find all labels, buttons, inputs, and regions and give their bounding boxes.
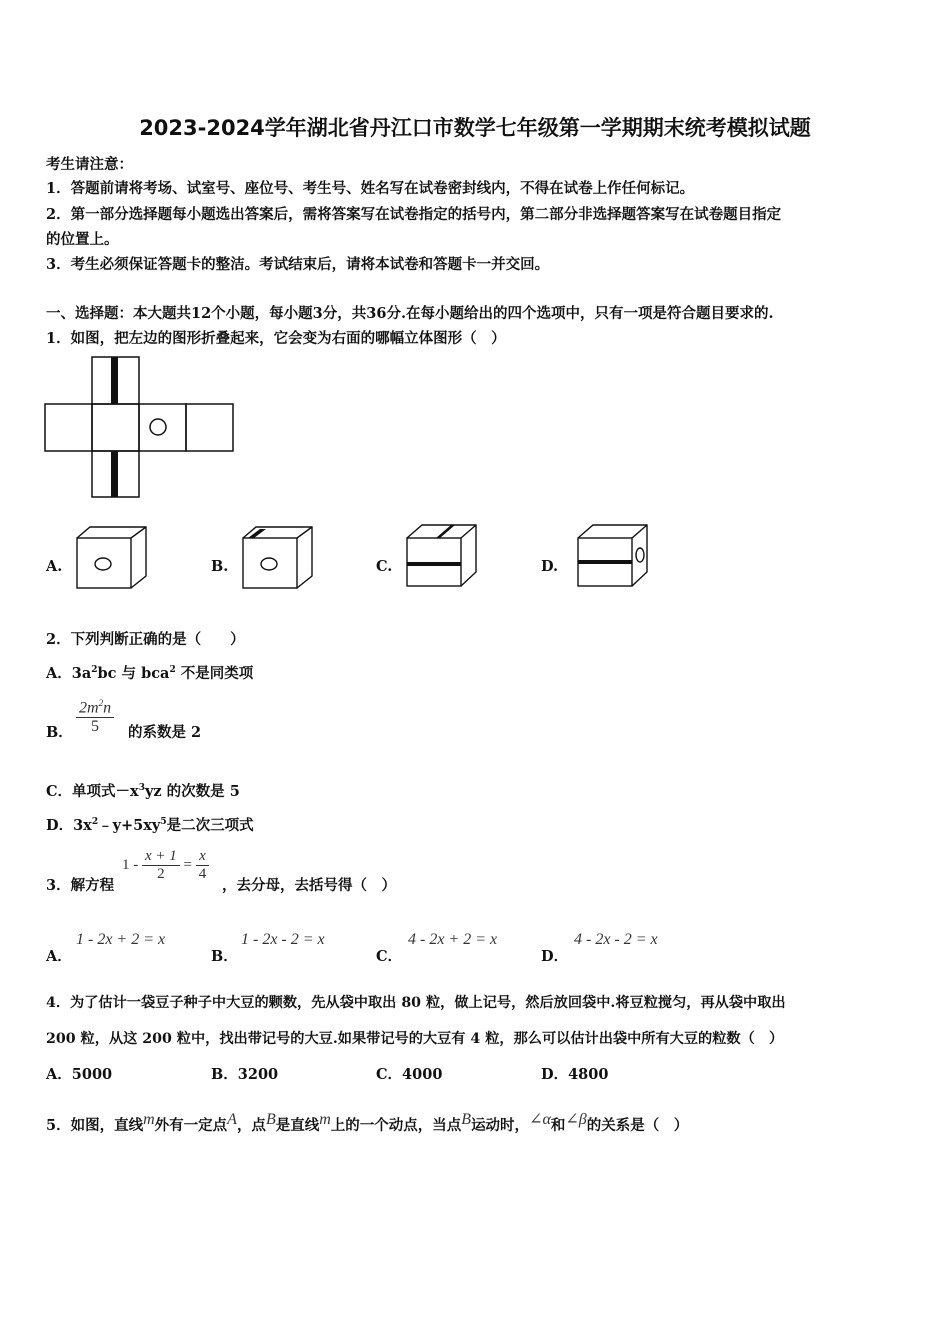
notice-heading: 考生请注意： <box>46 156 133 173</box>
q2-option-a: A．$3a^2bc$ 与 bca$^2$ 不是同类项 <box>46 665 254 682</box>
section-heading: 一、选择题：本大题共12个小题，每小题3分，共36分.在每小题给出的四个选项中，只有一项是符合题目要求的. <box>46 305 774 322</box>
option-label-d: D. <box>541 558 559 575</box>
page-title: 2023-2024学年湖北省丹江口市数学七年级第一学期期末统考模拟试题 <box>139 116 811 140</box>
q3-option-d-label: D． <box>541 948 569 965</box>
cube-option-c <box>406 524 480 588</box>
cube-net-figure <box>45 356 235 498</box>
q2-option-b-text: 的系数是 2 <box>128 724 202 741</box>
q3-equation: 1 - $\frac{x + 1}{2}$ = $\frac{x}{4}$ <box>122 848 209 883</box>
cube-option-d <box>577 524 651 588</box>
cube-option-b <box>242 526 316 590</box>
q4-option-a: A．5000 <box>46 1066 113 1083</box>
q3-option-c-label: C． <box>376 948 403 965</box>
question-5-stem: 5．如图，直线m外有一定点A，点B是直线m上的一个动点，当点B运动时，∠α和∠β的关系是（ ） <box>46 1111 689 1134</box>
notice-item: 3．考生必须保证答题卡的整洁。考试结束后，请将本试卷和答题卡一并交回。 <box>46 256 550 273</box>
cube-option-a <box>76 526 150 590</box>
q2-option-b-label: B． <box>46 724 73 741</box>
q2-option-c: C．单项式$-x^3yz$ 的次数是 5 <box>46 783 240 800</box>
option-label-a: A. <box>46 558 63 575</box>
q2-option-b-fraction: $\frac{2m^2n}{5}$ <box>76 698 114 736</box>
q3-option-c-expr: 4 - 2x + 2 = x <box>408 931 498 948</box>
option-label-b: B. <box>211 558 229 575</box>
notice-item: 1．答题前请将考场、试室号、座位号、考生号、姓名写在试卷密封线内，不得在试卷上作任何标记。 <box>46 180 695 197</box>
question-3-stem-pre: 3．解方程 <box>46 877 115 894</box>
question-3-stem-post: ，去分母，去括号得（ ） <box>222 877 396 894</box>
option-label-c: C. <box>376 558 393 575</box>
q4-option-c: C．4000 <box>376 1066 443 1083</box>
question-1-stem: 1．如图，把左边的图形折叠起来，它会变为右面的哪幅立体图形（ ） <box>46 330 506 347</box>
q4-option-d: D．4800 <box>541 1066 609 1083</box>
q2-option-d: D．$3x^2﹣y+5xy^5$是二次三项式 <box>46 817 254 834</box>
q3-option-b-label: B． <box>211 948 238 965</box>
q4-option-b: B．3200 <box>211 1066 279 1083</box>
q3-option-d-expr: 4 - 2x - 2 = x <box>574 931 658 948</box>
question-4-line-1: 4．为了估计一袋豆子种子中大豆的颗数，先从袋中取出 80 粒，做上记号，然后放回袋中.将豆粒搅匀，再从袋中取出 <box>46 995 786 1011</box>
q3-option-b-expr: 1 - 2x - 2 = x <box>241 931 325 948</box>
question-4-line-2: 200 粒，从这 200 粒中，找出带记号的大豆.如果带记号的大豆有 4 粒，那么可以估计出袋中所有大豆的粒数（ ） <box>46 1031 784 1047</box>
q3-option-a-expr: 1 - 2x + 2 = x <box>76 931 166 948</box>
q3-option-a-label: A． <box>46 948 72 965</box>
question-2-stem: 2．下列判断正确的是（ ） <box>46 631 245 648</box>
notice-item: 2．第一部分选择题每小题选出答案后，需将答案写在试卷指定的括号内，第二部分非选择题答案写在试卷题目指定 <box>46 206 782 223</box>
notice-item: 的位置上。 <box>46 231 119 248</box>
